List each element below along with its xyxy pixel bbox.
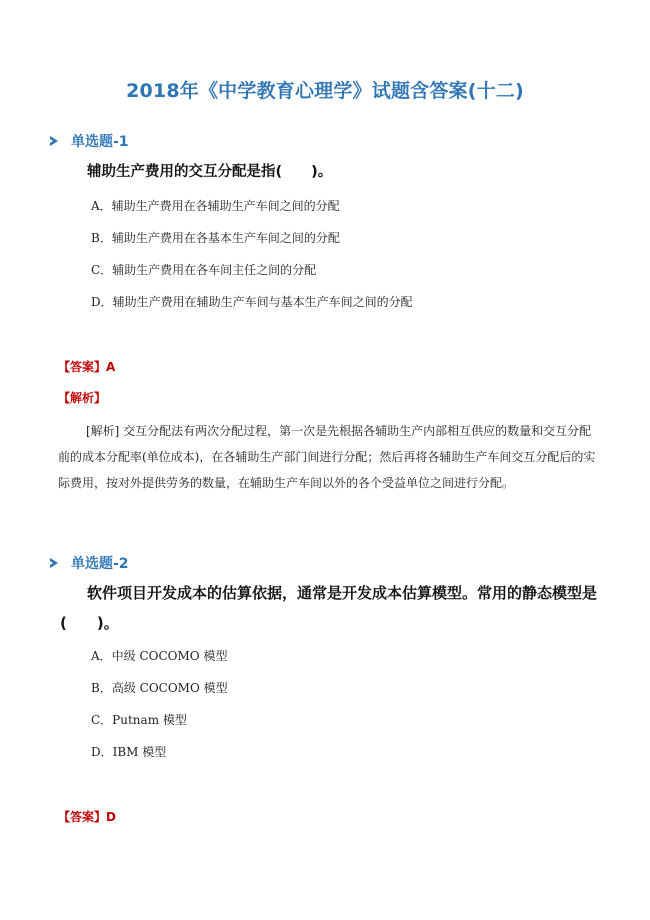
- question-2-answer: 【答案】D: [58, 810, 116, 824]
- question-1-option-b: B．辅助生产费用在各基本生产车间之间的分配: [91, 231, 340, 245]
- question-1-analysis-text: [解析] 交互分配法有两次分配过程，第一次是先根据各辅助生产内部相互供应的数量和交互分配前的成本分配率(单位成本)，在各辅助生产部门间进行分配；然后再将各辅助生产车间交互分配后的实际费用，按对外提供劳务的数量，在辅助生产车间以外的各个受益单位之间进行分配。: [58, 424, 596, 490]
- page-title: 2018年《中学教育心理学》试题含答案(十二): [126, 80, 524, 102]
- question-1-option-d: D．辅助生产费用在辅助生产车间与基本生产车间之间的分配: [91, 295, 413, 309]
- arrow-bullet-icon: [50, 136, 58, 146]
- question-1-option-c: C．辅助生产费用在各车间主任之间的分配: [91, 263, 317, 277]
- question-1-heading: [50, 131, 129, 151]
- question-2-stem: 软件项目开发成本的估算依据，通常是开发成本估算模型。常用的静态模型是( )。: [60, 584, 598, 632]
- arrow-bullet-icon: [50, 558, 58, 568]
- question-2-option-c: C．Putnam 模型: [91, 713, 187, 727]
- question-1-heading-label: 单选题-1: [71, 134, 129, 150]
- question-1-stem: 辅助生产费用的交互分配是指( )。: [87, 164, 333, 180]
- question-1-answer: 【答案】A: [58, 360, 116, 374]
- question-1-analysis-label: 【解析】: [58, 391, 107, 405]
- question-2-heading: [50, 553, 129, 573]
- question-1-option-a: A．辅助生产费用在各辅助生产车间之间的分配: [91, 199, 340, 213]
- question-2-heading-label: 单选题-2: [71, 556, 129, 572]
- question-2-option-a: A．中级 COCOMO 模型: [91, 649, 228, 663]
- question-2-option-b: B．高级 COCOMO 模型: [91, 681, 228, 695]
- question-2-option-d: D．IBM 模型: [91, 745, 167, 759]
